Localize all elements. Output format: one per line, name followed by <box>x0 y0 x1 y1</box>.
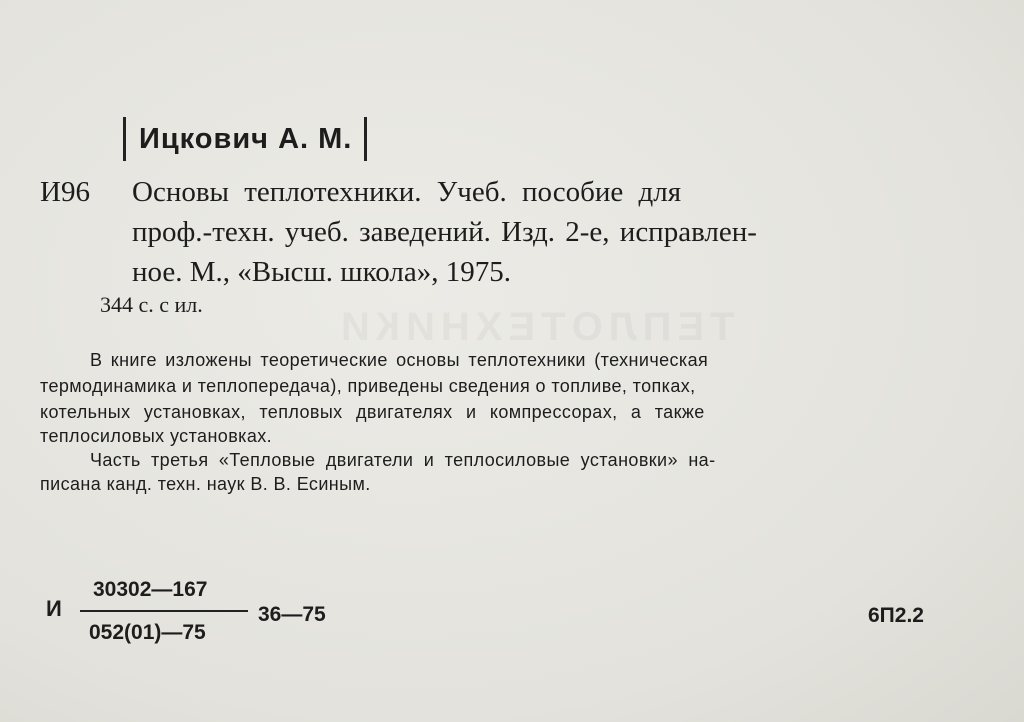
abstract-line-2: термодинамика и теплопередача), приведены сведения о топливе, топках, <box>40 376 696 396</box>
bbk-numerator: 30302—167 <box>93 578 208 601</box>
bbk-prefix: И <box>46 596 62 621</box>
fraction-line <box>80 610 248 612</box>
bbk-denominator: 052(01)—75 <box>89 621 206 644</box>
bbk-suffix: 36—75 <box>258 603 326 626</box>
author-box <box>123 117 367 161</box>
classification-code: 6П2.2 <box>868 604 924 627</box>
author-name: Ицкович А. М. <box>139 122 353 155</box>
abstract-line-5: Часть третья «Тепловые двигатели и теплосиловые установки» на- <box>90 450 716 470</box>
abstract-line-6: писана канд. техн. наук В. В. Есиным. <box>40 474 371 494</box>
show-through-text: ТЕПЛОТЕХНИКИ <box>335 305 735 349</box>
title-line-3: ное. М., «Высш. школа», 1975. <box>132 256 511 288</box>
title-line-1: Основы теплотехники. Учеб. пособие для <box>132 176 682 208</box>
catalog-index: И96 <box>40 176 90 208</box>
abstract-line-1: В книге изложены теоретические основы теплотехники (техническая <box>90 350 709 370</box>
page-count: 344 с. с ил. <box>100 292 203 317</box>
abstract-line-4: теплосиловых установках. <box>40 426 273 446</box>
title-line-2: проф.-техн. учеб. заведений. Изд. 2-е, исправлен- <box>132 216 757 248</box>
abstract-line-3: котельных установках, тепловых двигателях и компрессорах, а также <box>40 402 705 422</box>
